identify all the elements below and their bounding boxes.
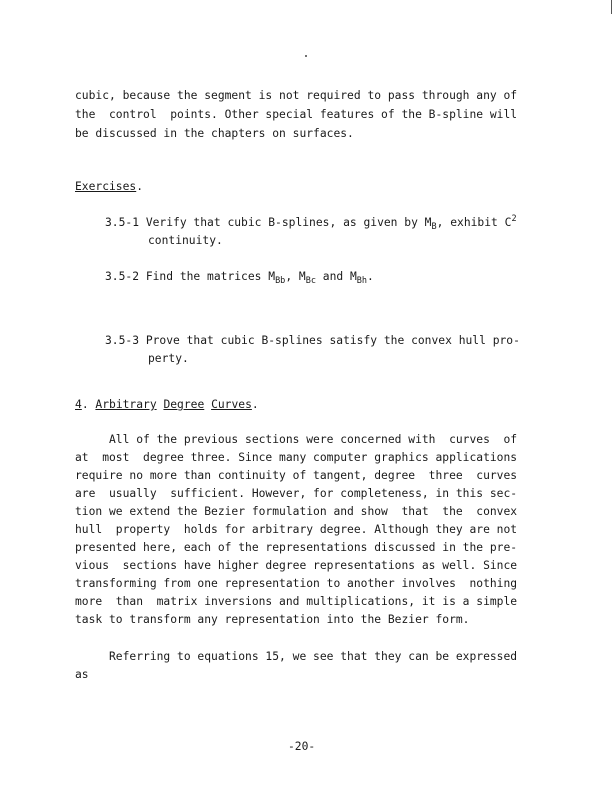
para1-line-1: All of the previous sections were concerned with curves of <box>75 433 518 446</box>
section-number: 4 <box>75 398 82 411</box>
para1-line-11: task to transform any representation into the Bezier form. <box>75 613 470 626</box>
page-number: -20- <box>288 740 316 753</box>
intro-line-3: be discussed in the chapters on surfaces. <box>75 127 354 140</box>
intro-line-1: cubic, because the segment is not required to pass through any of <box>75 89 518 102</box>
exercises-heading-text: Exercises <box>75 180 137 193</box>
para1-line-3: require no more than continuity of tangent, degree three curves <box>75 469 518 482</box>
para2-line-1: Referring to equations 15, we see that they can be expressed <box>75 650 518 663</box>
para1-line-4: are usually sufficient. However, for completeness, in this sec- <box>75 487 518 500</box>
exercise-number: 3.5-3 <box>105 334 140 347</box>
exercise-3-5-3: 3.5-3 Prove that cubic B-splines satisfy the convex hull pro- <box>105 334 520 347</box>
para1-line-2: at most degree three. Since many computer graphics applications <box>75 451 518 464</box>
exercise-3-5-1: 3.5-1 Verify that cubic B-splines, as given by $M_B$, exhibit $C^2$ <box>105 214 517 232</box>
intro-line-2: the control points. Other special features of the B-spline will <box>75 108 518 121</box>
exercise-number: 3.5-1 <box>105 216 140 229</box>
para1-line-9: transforming from one representation to another involves nothing <box>75 577 518 590</box>
section-heading: 4. Arbitrary Degree Curves. <box>75 398 259 411</box>
exercise-3-5-1-cont: continuity. <box>148 234 223 247</box>
exercises-heading: Exercises. <box>75 180 144 193</box>
para1-line-7: presented here, each of the representations discussed in the pre- <box>75 541 518 554</box>
exercise-number: 3.5-2 <box>105 270 140 283</box>
stray-mark <box>305 55 307 57</box>
exercise-3-5-2: 3.5-2 Find the matrices $M_{Bb}$, $M_{Bc}$ and $M_{Bh}$. <box>105 270 374 286</box>
para1-line-10: more than matrix inversions and multiplications, it is a simple <box>75 595 518 608</box>
exercise-3-5-3-cont: perty. <box>148 352 189 365</box>
para1-line-5: tion we extend the Bezier formulation and show that the convex <box>75 505 518 518</box>
para2-line-2: as <box>75 668 89 681</box>
para1-line-8: vious sections have higher degree representations as well. Since <box>75 559 518 572</box>
para1-line-6: hull property holds for arbitrary degree. Although they are not <box>75 523 518 536</box>
